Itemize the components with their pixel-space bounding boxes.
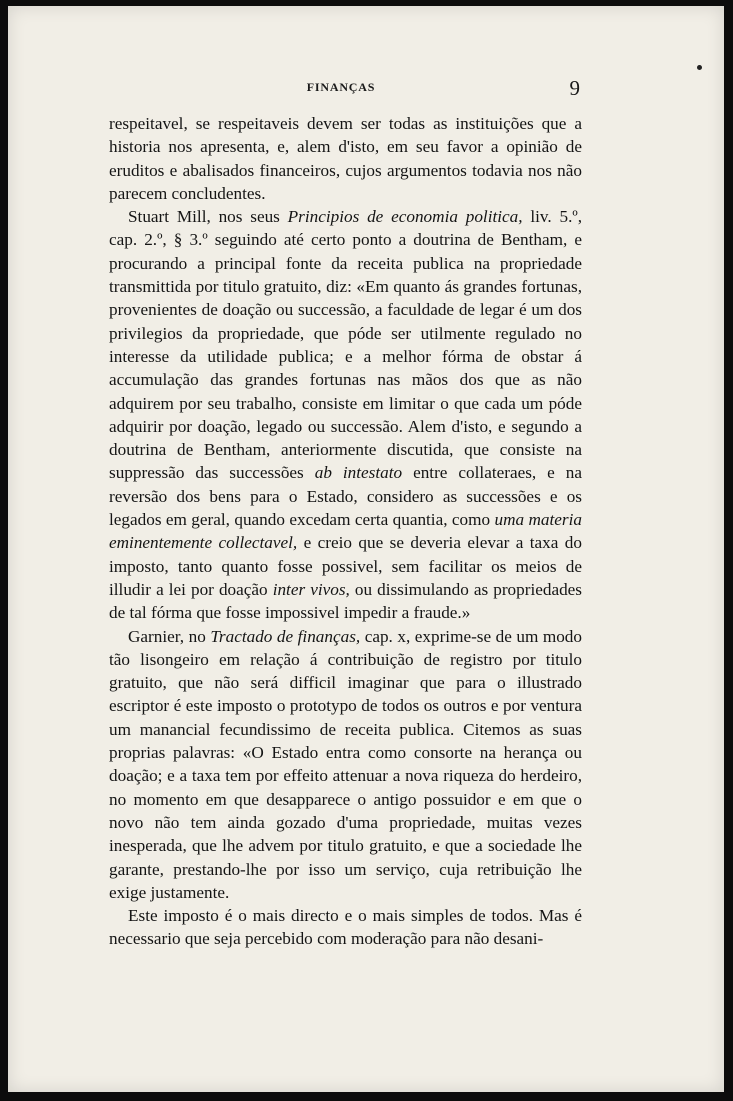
paragraph — [109, 205, 582, 624]
text-run: cap. x, exprime-se de um modo tão lisongeiro em relação á contribuição de registro por titulo gratuito, que não será difficil imaginar que para o illustrado escriptor é este imposto o prototypo de todos os outros e por ventura um manancial fecundissimo de receita publica. Citemos as suas proprias palavras: «O Estado entra como consorte na herança ou doação; e a taxa tem por effeito attenuar a nova riqueza do herdeiro, no momento em que desapparece o antigo possuidor e em que o novo não tem ainda gozado d'uma propriedade, muitas vezes inesperada, que lhe advem por titulo gratuito, e que a sociedade lhe garante, prestando-lhe por isso um serviço, cuja retribuição lhe exige justamente. — [109, 626, 582, 902]
text-run: Garnier, no — [128, 626, 211, 646]
italic-text: Principios de economia politica, — [287, 207, 523, 227]
italic-text: inter vivos, — [272, 579, 350, 599]
paragraph — [109, 904, 582, 951]
italic-text: Tractado de finanças, — [210, 626, 361, 646]
text-run: ou dissimulando as propriedades de tal fórma que fosse impossivel impedir a fraude.» — [109, 579, 582, 623]
text-run: Este imposto é o mais directo e o mais simples de todos. Mas é necessario que seja percebido com moderação para não desani- — [109, 906, 582, 949]
text-run: e creio que se deveria elevar a taxa do imposto, tanto quanto fosse possivel, sem facilitar os meios de illudir a lei por doação — [109, 533, 582, 599]
paragraph — [109, 112, 582, 205]
text-run: Stuart Mill, nos seus — [128, 207, 288, 227]
running-title: FINANÇAS — [306, 80, 376, 94]
italic-text: uma materia eminentemente collectavel, — [109, 510, 582, 553]
italic-text: ab intestato — [314, 463, 403, 483]
paragraph — [109, 625, 582, 905]
ink-speck — [697, 65, 702, 70]
page-number: 9 — [569, 76, 580, 100]
text-run: liv. 5.º, cap. 2.º, § 3.º seguindo até certo ponto a doutrina de Bentham, e procurando a principal fonte da receita publica na propriedade transmittida por titulo gratuito, diz: «Em quanto ás grandes fortunas, provenientes de doação ou successão, a faculdade de legar é um dos privilegios da propriedade, que póde ser utilmente regulado no interesse da utilidade publica; e a melhor fórma de obstar á accumulação das grandes fortunas nas mãos dos que as não adquirem por seu trabalho, consiste em limitar o que cada um póde adquirir por doação, legado ou successão. Alem d'isto, e segundo a doutrina de Bentham, anteriormente discutida, que consiste na suppressão das successões — [109, 207, 583, 483]
page-header — [102, 76, 580, 98]
text-run: entre collateraes, e na reversão dos bens para o Estado, considero as successões e os legados em geral, quando excedam certa quantia, como — [109, 463, 582, 530]
text-run: respeitavel, se respeitaveis devem ser todas as instituições que a historia nos apresenta, e, alem d'isto, em seu favor a opinião de eruditos e abalisados financeiros, cujos argumentos todavia nos não parecem concludentes. — [109, 114, 582, 203]
body-text — [109, 112, 582, 951]
